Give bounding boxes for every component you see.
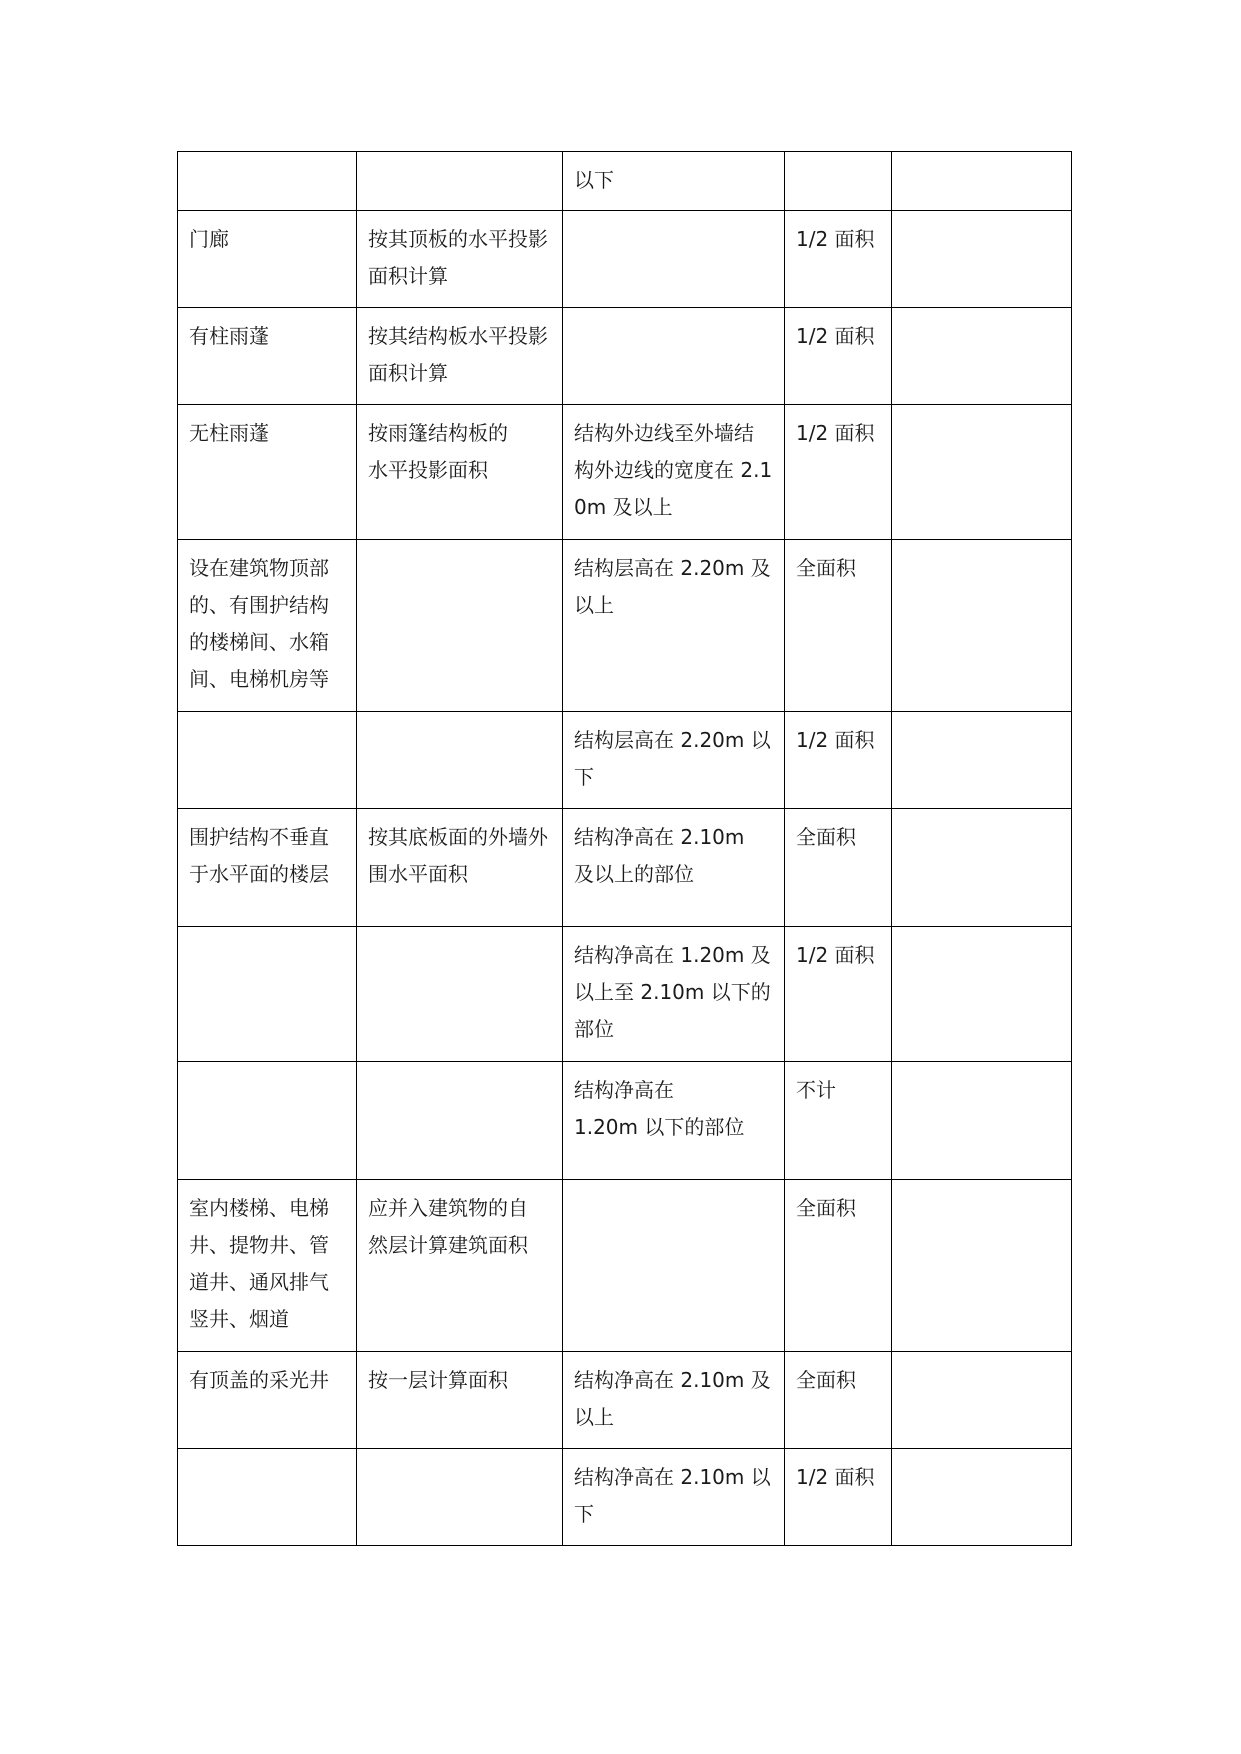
- table-row: [178, 1449, 1072, 1546]
- table-cell-condition: 以下: [563, 152, 785, 211]
- table-cell-condition: 结构层高在 2.20m 及以上: [563, 540, 785, 712]
- table-cell-rule: 按雨篷结构板的 水平投影面积: [357, 405, 563, 540]
- table-cell-area: 1/2 面积: [785, 308, 892, 405]
- table-cell-note: [892, 211, 1072, 308]
- table-cell-item: 有柱雨蓬: [178, 308, 357, 405]
- table-cell-area: 全面积: [785, 1352, 892, 1449]
- table-cell-item: 无柱雨蓬: [178, 405, 357, 540]
- table-cell-item: [178, 1449, 357, 1546]
- table-cell-area: 1/2 面积: [785, 405, 892, 540]
- table-cell-condition: 结构净高在 2.10m 以下: [563, 1449, 785, 1546]
- table-cell-area: 不计: [785, 1062, 892, 1180]
- table-cell-condition: 结构层高在 2.20m 以下: [563, 712, 785, 809]
- table-cell-note: [892, 1352, 1072, 1449]
- table-cell-item: 室内楼梯、电梯井、提物井、管道井、通风排气竖井、烟道: [178, 1180, 357, 1352]
- table-cell-rule: 按一层计算面积: [357, 1352, 563, 1449]
- table-cell-item: [178, 712, 357, 809]
- table-cell-rule: 按其结构板水平投影面积计算: [357, 308, 563, 405]
- table-row: [178, 308, 1072, 405]
- table-cell-item: [178, 1062, 357, 1180]
- table-cell-area: 1/2 面积: [785, 927, 892, 1062]
- table-cell-note: [892, 1449, 1072, 1546]
- table-cell-note: [892, 809, 1072, 927]
- table-cell-area: 全面积: [785, 540, 892, 712]
- table-cell-area: 1/2 面积: [785, 211, 892, 308]
- table-cell-rule: [357, 1062, 563, 1180]
- table-row: [178, 211, 1072, 308]
- table-cell-condition: 结构净高在 1.20m 及以上至 2.10m 以下的部位: [563, 927, 785, 1062]
- table-cell-condition: 结构净高在 2.10m 及以上的部位: [563, 809, 785, 927]
- table-cell-item: [178, 927, 357, 1062]
- table-cell-area: 全面积: [785, 1180, 892, 1352]
- table-cell-note: [892, 1062, 1072, 1180]
- table-cell-note: [892, 152, 1072, 211]
- table-cell-condition: 结构净高在 2.10m 及以上: [563, 1352, 785, 1449]
- table-cell-area: 1/2 面积: [785, 712, 892, 809]
- table-row: [178, 927, 1072, 1062]
- table-row: [178, 712, 1072, 809]
- table-cell-note: [892, 405, 1072, 540]
- table-cell-note: [892, 712, 1072, 809]
- table-row: [178, 405, 1072, 540]
- building-area-table: [177, 151, 1072, 1546]
- table-cell-item: 门廊: [178, 211, 357, 308]
- table-row: [178, 1180, 1072, 1352]
- table-cell-rule: 按其底板面的外墙外围水平面积: [357, 809, 563, 927]
- table-row: [178, 809, 1072, 927]
- table-cell-rule: [357, 712, 563, 809]
- table-cell-item: 围护结构不垂直于水平面的楼层: [178, 809, 357, 927]
- table-cell-item: 有顶盖的采光井: [178, 1352, 357, 1449]
- table-cell-condition: [563, 308, 785, 405]
- table-cell-note: [892, 540, 1072, 712]
- table-cell-note: [892, 308, 1072, 405]
- table-cell-area: 1/2 面积: [785, 1449, 892, 1546]
- table-cell-condition: 结构净高在 1.20m 以下的部位: [563, 1062, 785, 1180]
- table-cell-rule: 应并入建筑物的自 然层计算建筑面积: [357, 1180, 563, 1352]
- table-cell-area: [785, 152, 892, 211]
- table-cell-condition: [563, 211, 785, 308]
- table-cell-rule: [357, 152, 563, 211]
- table-cell-rule: 按其顶板的水平投影面积计算: [357, 211, 563, 308]
- table-cell-area: 全面积: [785, 809, 892, 927]
- table-row: [178, 152, 1072, 211]
- table-cell-rule: [357, 927, 563, 1062]
- table-cell-note: [892, 1180, 1072, 1352]
- table-row: [178, 1352, 1072, 1449]
- table-cell-item: 设在建筑物顶部的、有围护结构的楼梯间、水箱间、电梯机房等: [178, 540, 357, 712]
- table-cell-item: [178, 152, 357, 211]
- table-row: [178, 540, 1072, 712]
- table-cell-condition: [563, 1180, 785, 1352]
- table-cell-rule: [357, 1449, 563, 1546]
- table-cell-condition: 结构外边线至外墙结构外边线的宽度在 2.10m 及以上: [563, 405, 785, 540]
- table-cell-rule: [357, 540, 563, 712]
- table-row: [178, 1062, 1072, 1180]
- table-cell-note: [892, 927, 1072, 1062]
